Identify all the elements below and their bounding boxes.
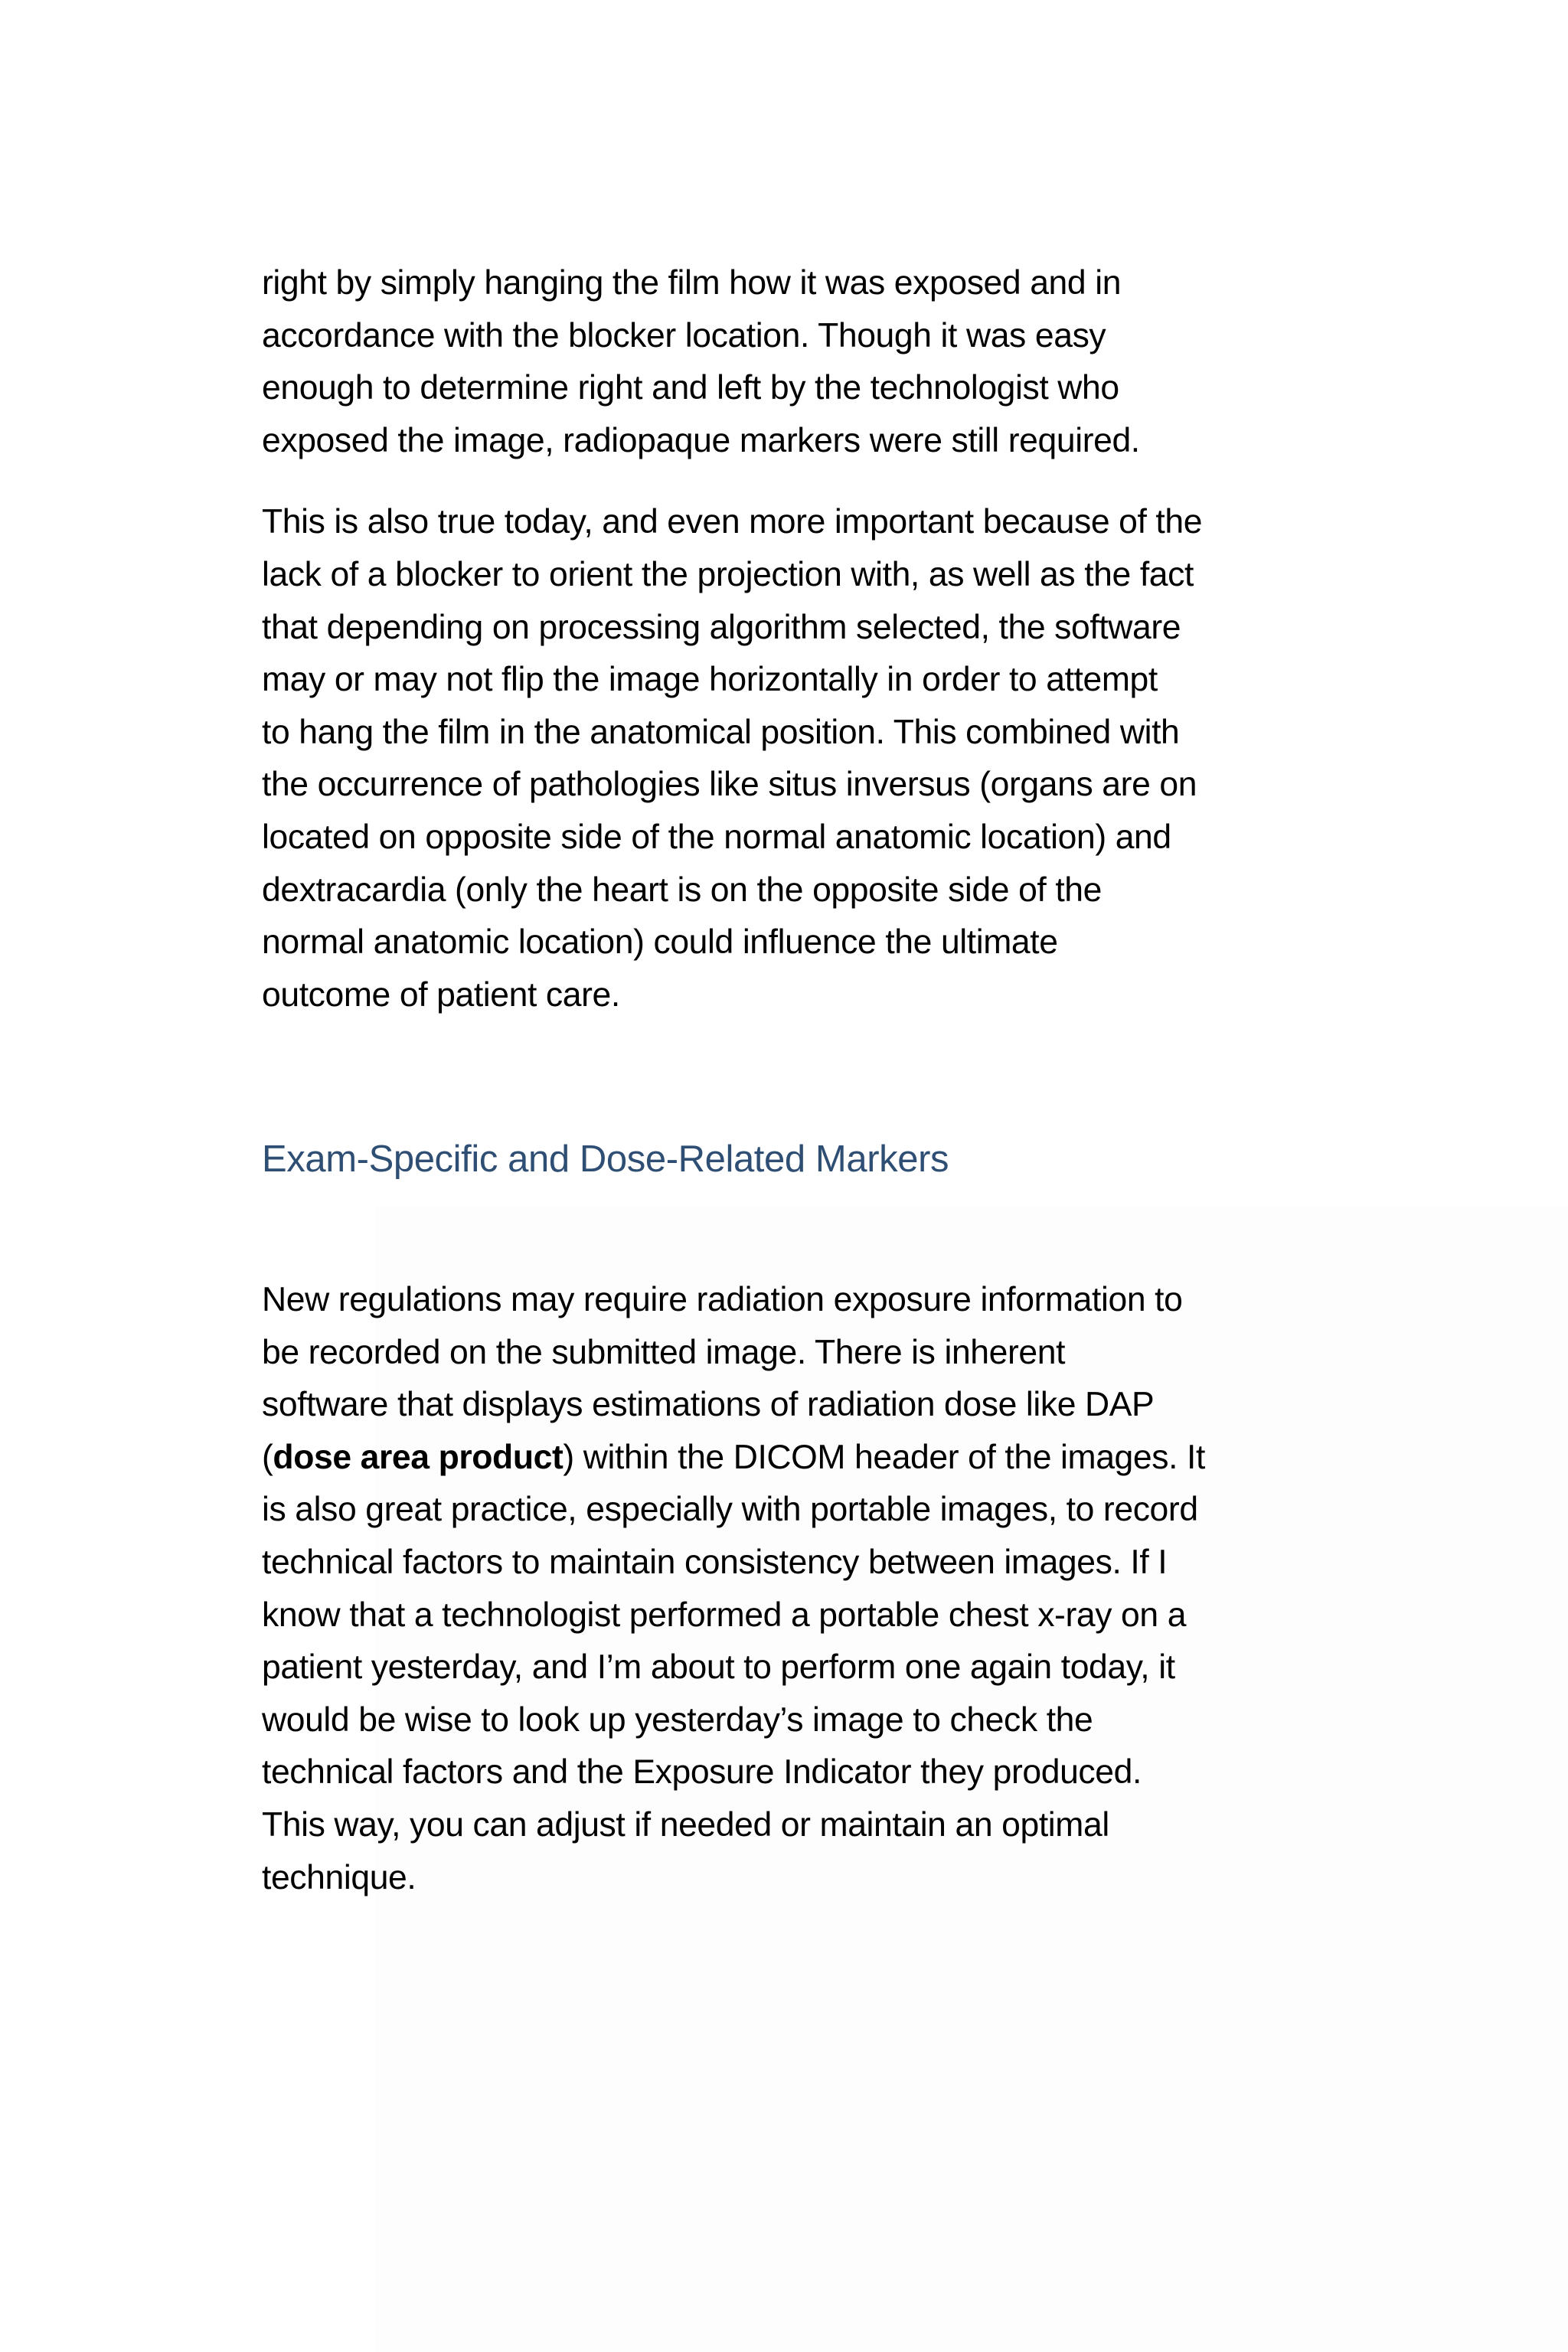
text-line: outcome of patient care.: [262, 975, 620, 1014]
text-line: dextracardia (only the heart is on the opposite side of the: [262, 871, 1102, 909]
text-line: This way, you can adjust if needed or maintain an optimal: [262, 1805, 1109, 1844]
text-line: be recorded on the submitted image. There is inherent: [262, 1333, 1066, 1371]
text-line: that depending on processing algorithm selected, the software: [262, 608, 1181, 646]
text-line: software that displays estimations of radiation dose like DAP: [262, 1386, 1155, 1424]
text-line: patient yesterday, and I’m about to perform one again today, it: [262, 1648, 1175, 1687]
section-2-body: [262, 1274, 1349, 1904]
text-line: exposed the image, radiopaque markers were still required.: [262, 421, 1140, 459]
text-line: technical factors and the Exposure Indicator they produced.: [262, 1753, 1142, 1792]
text-line: would be wise to look up yesterday’s image to check the: [262, 1700, 1093, 1739]
text-line: to hang the film in the anatomical position. This combined with: [262, 713, 1180, 751]
bold-term: dose area product: [273, 1438, 564, 1476]
text-line: the occurrence of pathologies like situs inversus (organs are on: [262, 766, 1197, 804]
text-line: technique.: [262, 1858, 416, 1896]
text-line: normal anatomic location) could influence the ultimate: [262, 923, 1058, 962]
section-1-body: [262, 257, 1349, 1021]
paragraph-2: [262, 496, 1349, 1021]
text-line: lack of a blocker to orient the projection with, as well as the fact: [262, 555, 1194, 593]
paragraph-3: [262, 1274, 1349, 1904]
text-line: New regulations may require radiation exposure information to: [262, 1281, 1183, 1318]
section-heading: Exam-Specific and Dose-Related Markers: [262, 1138, 949, 1180]
text-fragment: ) within the DICOM header of the images. It: [563, 1438, 1205, 1476]
text-line: technical factors to maintain consistency between images. If I: [262, 1543, 1168, 1581]
text-line-with-bold: [262, 1432, 1349, 1485]
text-line: located on opposite side of the normal anatomic location) and: [262, 818, 1171, 856]
paragraph-1: [262, 257, 1349, 467]
text-line: enough to determine right and left by the technologist who: [262, 369, 1119, 407]
text-line: right by simply hanging the film how it was exposed and in: [262, 264, 1122, 302]
text-line: know that a technologist performed a portable chest x-ray on a: [262, 1596, 1187, 1634]
text-line: is also great practice, especially with portable images, to record: [262, 1491, 1198, 1529]
text-line: accordance with the blocker location. Though it was easy: [262, 316, 1106, 354]
text-fragment: (: [262, 1438, 273, 1476]
text-line: may or may not flip the image horizontally in order to attempt: [262, 661, 1158, 699]
text-line: This is also true today, and even more important because of the: [262, 503, 1203, 541]
